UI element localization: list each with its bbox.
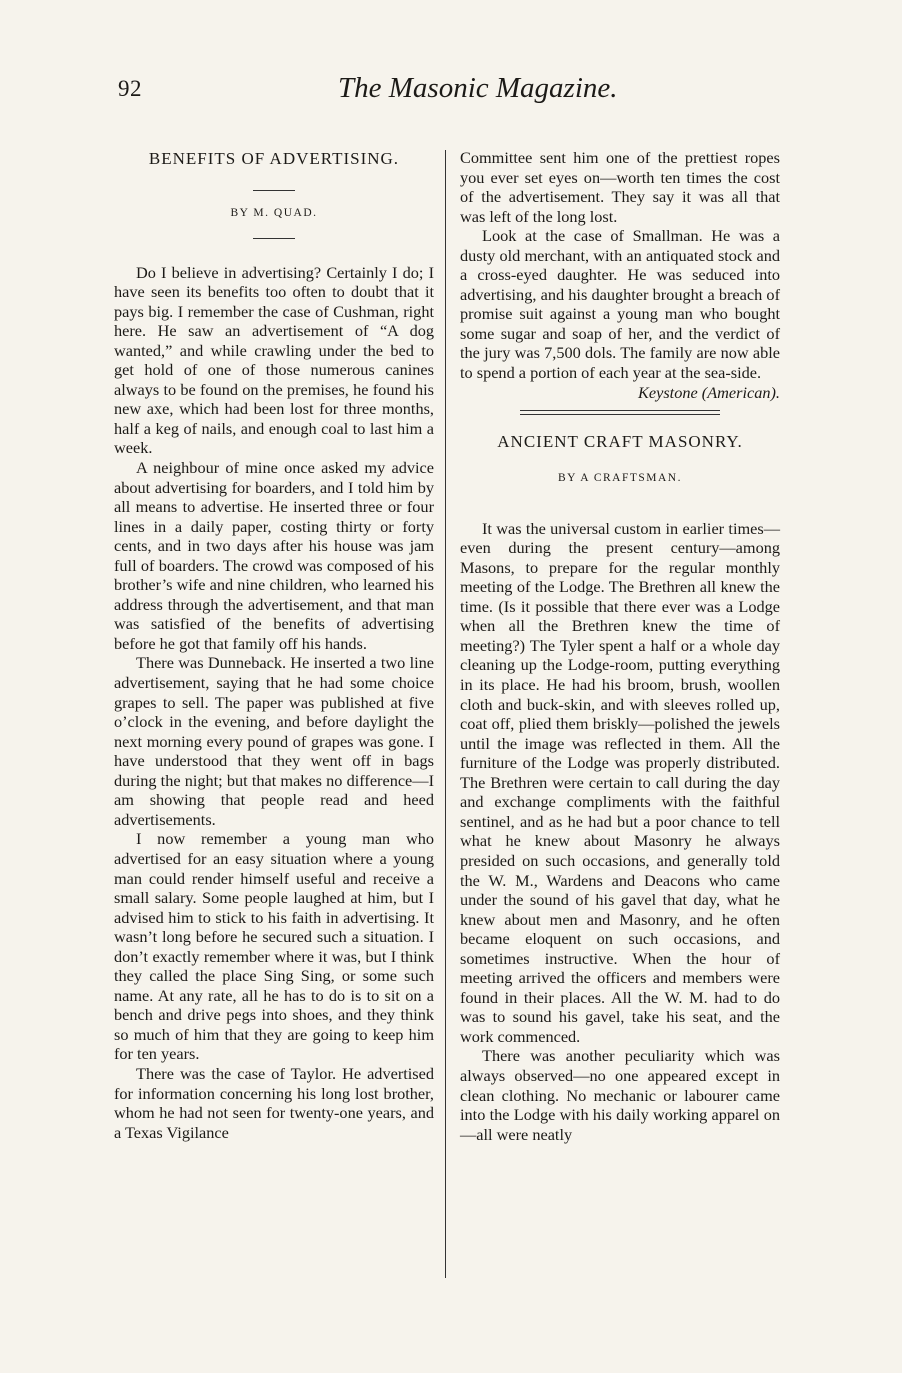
page-number: 92 [118,76,142,101]
left-column [114,148,434,1142]
paragraph: Look at the case of Smallman. He was a dusty old merchant, with an antiquated stock and a cross-eyed daughter. He was seduced into advertising, and his daughter brought a breach of promise suit against a young man who bought some sugar and soap of her, and the verdict of the jury was 7,500 dols. The family are now able to spend a portion of each year at the sea-side. [460,226,780,383]
paragraph: Do I believe in advertising? Certainly I do; I have seen its benefits too often to doubt that it pays big. I remember the case of Cushman, right here. He saw an advertisement of “A dog wanted,” and while crawling under the bed to get hold of one of those numerous canines always to be found on the premises, he found his new axe, which had been lost for three months, half a keg of nails, and enough coal to last him a week. [114,262,434,458]
byline-craftsman: BY A CRAFTSMAN. [557,472,682,485]
paragraph-continued: Committee sent him one of the prettiest ropes you ever set eyes on—worth ten times the cost of the advertisement. They say it was all that was left of the long lost. [460,148,780,226]
paragraph: I now remember a young man who advertised for an easy situation where a young man could render himself useful and receive a small salary. Some people laughed at him, but I advised him to stick to his faith in advertising. It wasn’t long before he secured such a situation. I don’t exactly remember where it was, but I think they called the place Sing Sing, or some such name. At any rate, all he has to do is to sit on a bench and drive pegs into shoes, and they think so much of him that they are going to keep him for ten years. [114,829,434,1064]
article-title-masonry: ANCIENT CRAFT MASONRY. [497,432,743,452]
paragraph: A neighbour of mine once asked my advice about advertising for boarders, and I told him by all means to advertise. He inserted three or four lines in a daily paper, costing thirty or forty cents, and in two days after his house was jam full of boarders. The crowd was composed of his brother’s wife and nine children, who learned his address through the advertisement, and that man was satisfied of the benefits of advertising before he got that family off his hands. [114,458,434,653]
page-header [118,62,773,112]
article-title-advertising: BENEFITS OF ADVERTISING. [148,149,400,168]
signature-line [460,383,780,403]
article-signature: Keystone (American). [638,382,780,402]
magazine-title: The Masonic Magazine. [338,72,618,104]
byline-quad: BY M. QUAD. [230,207,318,219]
paragraph: There was the case of Taylor. He advertised for information concerning his long lost brother, whom he had not seen for twenty-one years, and a Texas Vigilance [114,1063,434,1142]
column-divider [445,150,446,1278]
right-column [460,148,780,1144]
paragraph: There was Dunneback. He inserted a two line advertisement, saying that he had some choice grapes to sell. The paper was published at five o’clock in the evening, and before daylight the next morning every pound of grapes was gone. I have understood that they went off in bags during the night; but that makes no difference—I am showing that people read and heed advertisements. [114,653,434,829]
paragraph: There was another peculiarity which was always observed—no one appeared except in clean clothing. No mechanic or labourer came into the Lodge with his daily working apparel on—all were neatly [460,1046,780,1144]
paragraph: It was the universal custom in earlier times—even during the present century—among Masons, to prepare for the regular monthly meeting of the Lodge. The Brethren all knew the time. (Is it possible that there ever was a Lodge when all the Brethren knew the time of meeting?) The Tyler spent a half or a whole day cleaning up the Lodge-room, putting everything in its place. He had his broom, brush, woollen cloth and buck-skin, and with sleeves rolled up, coat off, plied them briskly—polished the jewels until the image was reflected in them. All the furniture of the Lodge was properly distributed. The Brethren were certain to call during the day and exchange compliments with the faithful sentinel, and as he had but a poor chance to tell what he knew about Masonry he always presided on such occasions, and generally told the W. M., Wardens and Deacons who came under the sound of his gavel that day, what he knew about men and Masonry, and he often became eloquent on such occasions, and sometimes instructive. When the hour of meeting arrived the officers and members were found in their places. All the W. M. had to do was to sound his gavel, take his seat, and the work commenced. [460,518,780,1046]
